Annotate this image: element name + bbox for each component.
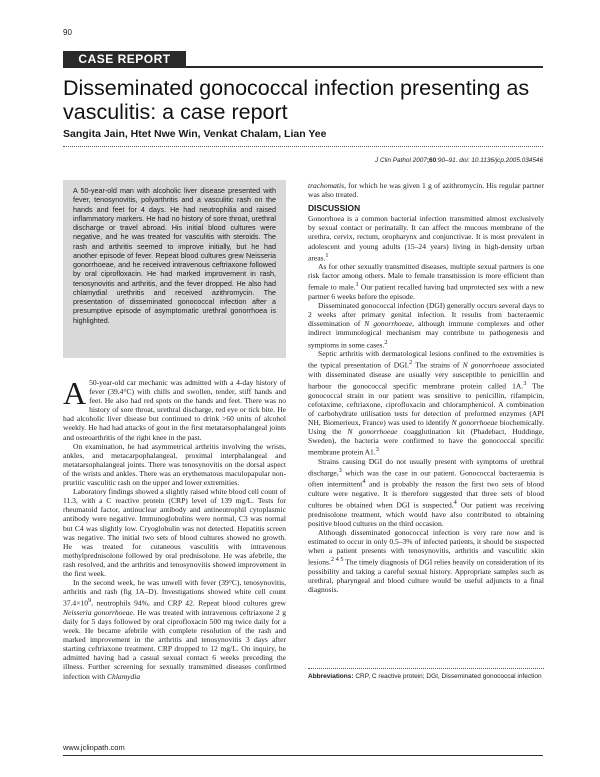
case-paragraph-3: Laboratory findings showed a slightly raised white blood cell count of 11.3, with a C reactive protein (CRP) level of 139 mg/L. Tests for rheumatoid factor, antinuclear antibody and antineutrophil cytoplasmic antibody were negative. Immunoglobulins were normal, C3 was normal but C4 was slightly low. Cryoglobulin was not detected. Hepatitis screen was negative. The initial two sets of blood cultures showed no growth. He was treated for cutaneous vasculitis with intravenous methylprednisolone followed by oral prednisolone. He was afebrile, the rash resolved, and the arthritis and tenosynovitis showed improvement in the first week.: [63, 487, 286, 578]
drop-cap: A: [63, 375, 87, 411]
discussion-paragraph-4-part-b: The strains of: [412, 360, 463, 370]
discussion-paragraph-4-part-c: associated with disseminated disease are usually very susceptible to penicillin and harbour the gonococcal specific membrane protein called 1A.: [308, 360, 544, 391]
abbreviations-text: CRP, C reactive protein; DGI, Disseminated gonococcal infection: [353, 673, 542, 680]
article-authors: Sangita Jain, Htet Nwe Win, Venkat Chalam, Lian Yee: [63, 128, 327, 140]
citation-pages-doi: :90–91. doi: 10.1136/jcp.2005.034546: [436, 157, 543, 164]
reference-marker: 2: [409, 359, 413, 367]
case-paragraph-4-part-b: , neutrophils 94%, and CRP 42. Repeat blood cultures grew: [91, 598, 286, 608]
reference-marker: 4: [453, 499, 457, 507]
organism-name: Neisseria gonorrhoeae: [63, 607, 133, 617]
organism-name: N gonorrhoeae: [451, 417, 498, 427]
discussion-paragraph-5-part-b: which was the case in our patient. Gonococcal bacteraemia is often intermittent: [308, 468, 544, 489]
header-divider: [63, 146, 543, 147]
discussion-paragraph-5-part-a: Strains causing DGI do not usually present with symptoms of urethral discharge,: [308, 456, 544, 478]
organism-name: N gonorrhoeae: [462, 360, 510, 370]
citation-volume: ;60: [426, 157, 437, 164]
abbreviations-divider: [308, 668, 544, 669]
citation-journal: J Clin Pathol: [375, 157, 411, 164]
discussion-paragraph-2-text-b: Our patient recalled having had unprotected sex with a new partner 6 weeks before the episode.: [308, 282, 544, 302]
left-column: [63, 375, 286, 681]
reference-marker: 4: [362, 478, 366, 486]
discussion-paragraph-3-part-b: , although immune complexes and other indirect immunological mechanism may contribute to pathogenesis and symptoms in some cases.: [308, 319, 544, 350]
discussion-paragraph-4-part-e: biochemically. Using the: [308, 417, 544, 436]
footer-divider: [63, 755, 543, 756]
article-title: Disseminated gonococcal infection presenting as vasculitis: a case report: [63, 76, 530, 124]
discussion-paragraph-6-part-a: Although disseminated gonococcal infection is very rare now and is estimated to occur in only 0.5–3% of infected patients, it should be suspected when a patient presents with tenosynovitis, arthritis and vasculitic skin lesions.: [308, 527, 544, 567]
organism-name: trachomatis: [308, 181, 345, 190]
reference-marker: 3: [523, 379, 527, 387]
organism-name: Chlamydia: [107, 671, 141, 681]
discussion-paragraph-3-part-a: Disseminated gonococcal infection (DGI) generally occurs several days to 2 weeks after primary genital infection. It results from bacteraemic dissemination of: [308, 301, 544, 329]
reference-marker: 3: [338, 466, 342, 474]
reference-marker: 2 4 5: [330, 556, 344, 564]
abbreviations: [308, 673, 544, 681]
discussion-paragraph-1: [308, 214, 544, 262]
case-paragraph-4-part-c: . He was treated with intravenous ceftriaxone 2 g daily for 5 days followed by oral ciprofloxacin 500 mg twice daily for a week. He became afebrile with complete resolution of the rash and marked improvement in the arthritis and tenosynovitis 3 days after starting ceftriaxone treatment. CRP dropped to 12 mg/L. On inquiry, he admitted having had a casual sexual contact 6 weeks preceding the illness. Further screening for sexually transmitted diseases confirmed infection with: [63, 607, 286, 681]
discussion-paragraph-2: [308, 262, 544, 301]
case-paragraph-1-text: 50-year-old car mechanic was admitted with a 4-day history of fever (39.4°C) with chills and swollen, tender, stiff hands and feet. He also had red spots on the hands and feet. There was no history of sore throat, urethral discharge, red eye or tick bite. He had alcoholic liver disease but continued to drink >60 units of alcohol weekly. He had had attacks of gout in the first metatarsophalangeal joints and osteoarthritis of the right knee in the past.: [63, 378, 286, 442]
discussion-paragraph-4-part-d: The gonococcal strain in our patient was sensitive to penicillin, rifampicin, cefotaxime, ceftriaxone, ciprofloxacin and chloramphenicol. A combination of carbohydrate utilisation tests for detection of preformed enzymes (API NH, Biomerieux, France) was used to identify: [308, 381, 545, 427]
article-citation: [375, 157, 543, 164]
reference-marker: 3: [375, 446, 379, 454]
discussion-paragraph-4-part-f: coagglutination kit (Phadebact, Huddinge, Sweden), the bacteria were confirmed to have the gonococcal specific membrane protein A1.: [308, 426, 544, 457]
footer-url[interactable]: www.jclinpath.com: [63, 743, 125, 752]
discussion-heading: DISCUSSION: [308, 203, 361, 214]
case-paragraph-1: [63, 375, 286, 442]
discussion-paragraph-5: [308, 457, 544, 528]
abstract-text: A 50-year-old man with alcoholic liver disease presented with fever, tenosynovitis, polyarthritis and a vasculitic rash on the hands and feet for 4 days. He had neutrophilia and raised inflammatory markers. He had no history of sore throat, urethral discharge or travel abroad. His initial blood cultures were negative, and he was treated for vasculitis with steroids. The rash and arthritis seemed to improve initially, but he had another episode of fever. Repeat blood cultures grew Neisseria gonorrhoeae, and he received intravenous ceftriaxone followed by oral ciprofloxacin. He had marked improvement in rash, tenosynovitis and arthritis, and the fever dropped. He also had chlamydial urethritis and received azithromycin. The presentation of disseminated gonococcal infection after a presumptive episode of asymptomatic urethral gonorrhoea is highlighted.: [73, 186, 276, 325]
right-column: [308, 181, 544, 594]
case-paragraph-continued: [308, 181, 544, 199]
discussion-paragraph-3: [308, 301, 544, 349]
case-paragraph-2: On examination, he had asymmetrical arthritis involving the wrists, ankles, and metacarpophalangeal, proximal interphalangeal and metatarsophalangeal joints. There was tenosynovitis on the dorsal aspect of the wrists and ankles. There was an erythematous maculopapular non-pruritic vasculitic rash on the upper and lower extremities.: [63, 441, 286, 488]
organism-name: N gonorrhoeae: [364, 319, 413, 329]
discussion-paragraph-5-part-c: and is probably the reason the first two sets of blood culture were negative. It is therefore suggested that three sets of blood cultures be obtained when DGI is suspected.: [308, 479, 545, 510]
reference-marker: 1: [325, 251, 329, 259]
discussion-paragraph-2-text: As for other sexually transmitted diseases, multiple sexual partners is one risk factor among others. Male to female transmission is more efficient than female to male.: [308, 262, 544, 292]
discussion-paragraph-6-part-b: The timely diagnosis of DGI relies heavily on consideration of its possibility and taking a careful sexual history. Appropriate samples such as urethral, pharyngeal and blood culture would be useful adjuncts to a final diagnosis.: [308, 557, 545, 594]
section-label: CASE REPORT: [63, 51, 186, 68]
citation-year: 2007: [412, 157, 427, 164]
discussion-paragraph-4: [308, 349, 544, 457]
case-paragraph-4: [63, 578, 286, 681]
reference-marker: 1: [355, 281, 359, 289]
discussion-paragraph-6: [308, 528, 544, 594]
discussion-paragraph-1-text: Gonorrhoea is a common bacterial infection transmitted almost exclusively by sexual contact or perinatally. It can affect the mucous membrane of the urethra, cervix, rectum, oropharynx and conjunctivae. It is most prevalent in adolescent and young adults (15–24 years) living in high-density urban areas.: [308, 214, 544, 263]
organism-name: N gonorrhoeae: [347, 426, 398, 436]
discussion-paragraph-5-part-d: Our patient was receiving prednisolone treatment, which would have also contributed to obtaining positive blood cultures on the third occasion.: [308, 500, 544, 528]
page-number: 90: [63, 28, 72, 37]
abbreviations-label: Abbreviations:: [308, 673, 354, 680]
section-banner: [63, 51, 543, 68]
abstract-box: [63, 180, 286, 358]
discussion-paragraph-4-part-a: Septic arthritis with dermatological lesions confined to the extremities is the typical presentation of DGI.: [308, 349, 544, 370]
exponent: 9: [88, 597, 92, 605]
reference-marker: 2: [384, 338, 388, 346]
case-paragraph-continued-text: , for which he was given 1 g of azithromycin. His regular partner was also treated.: [308, 181, 544, 200]
case-paragraph-4-part-a: In the second week, he was unwell with fever (39°C), tenosynovitis, arthritis and rash (fig 1A–D). Investigations showed white cell count 37.4×10: [63, 578, 286, 608]
